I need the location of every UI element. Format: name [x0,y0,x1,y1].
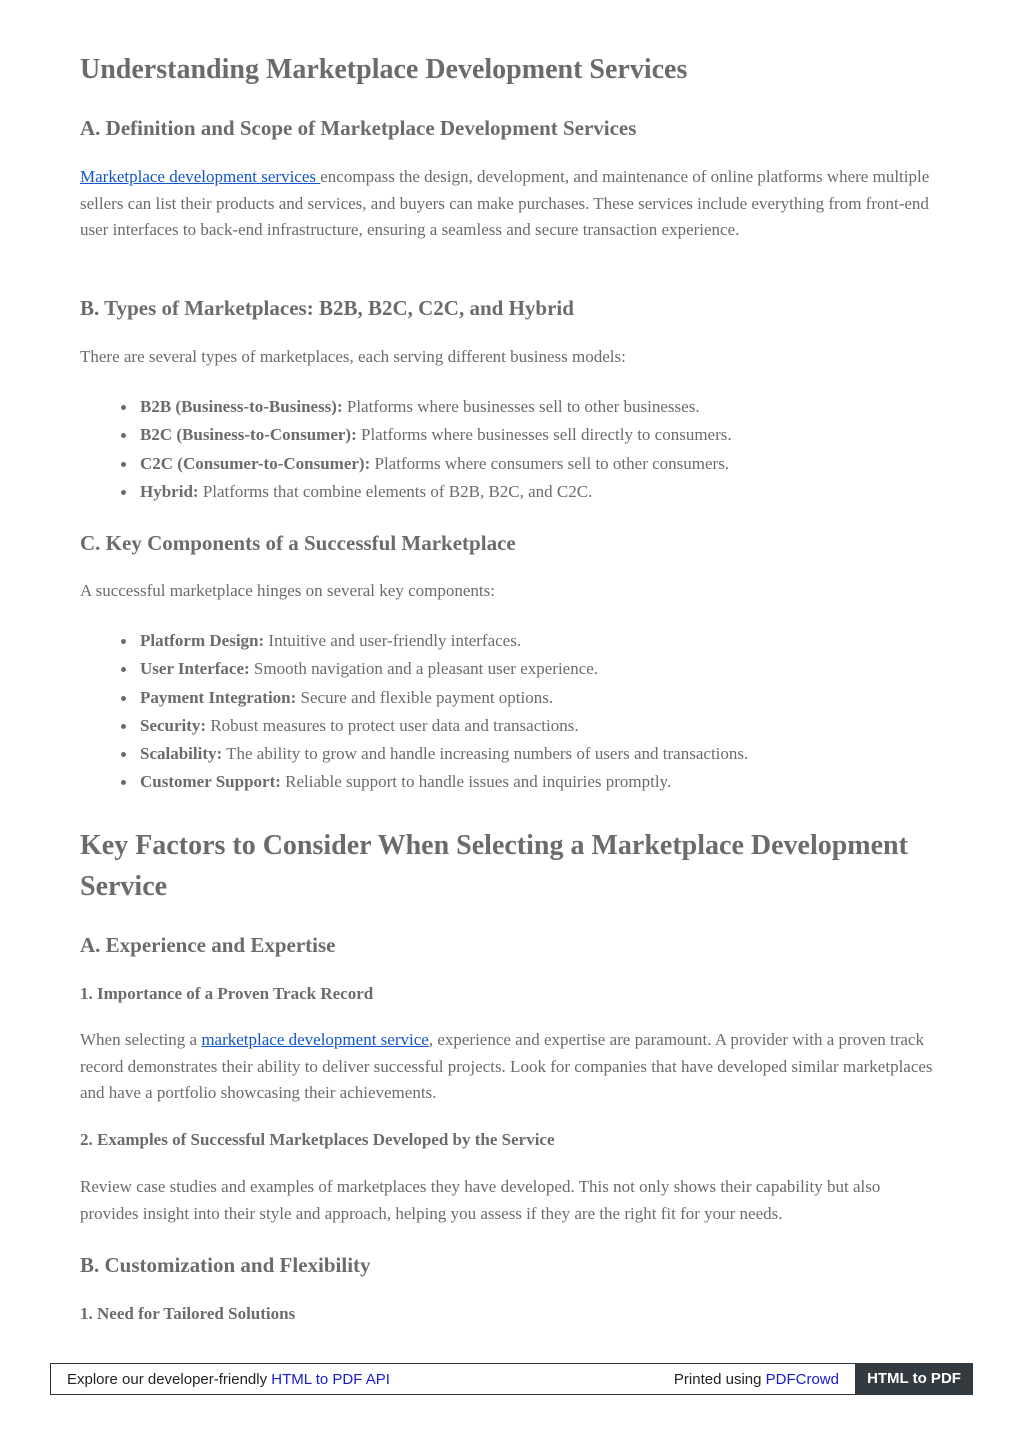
pdfcrowd-link[interactable]: PDFCrowd [765,1371,839,1388]
subsection-heading: A. Definition and Scope of Marketplace Development Services [80,116,637,140]
pdfcrowd-footer [50,1363,973,1395]
marketplace-service-link[interactable]: marketplace development service [201,1030,429,1049]
marketplace-types-list [80,393,732,506]
subsection-heading: A. Experience and Expertise [80,933,336,957]
paragraph: A successful marketplace hinges on several key components: [80,581,495,600]
subsection-heading: B. Customization and Flexibility [80,1253,371,1277]
list-item: Hybrid: Platforms that combine elements of B2B, B2C, and C2C. [140,478,732,506]
footer-right-text: Printed using PDFCrowd [673,1371,839,1388]
html-to-pdf-api-link[interactable]: HTML to PDF API [271,1371,390,1388]
paragraph [80,164,940,244]
footer-left-text: Explore our developer-friendly HTML to PDF API [67,1371,390,1388]
paragraph: There are several types of marketplaces, each serving different business models: [80,347,626,366]
list-item: C2C (Consumer-to-Consumer): Platforms where consumers sell to other consumers. [140,450,732,478]
list-item: User Interface: Smooth navigation and a pleasant user experience. [140,655,748,683]
list-item: Platform Design: Intuitive and user-friendly interfaces. [140,627,748,655]
list-item: B2B (Business-to-Business): Platforms where businesses sell to other businesses. [140,393,732,421]
list-item: Payment Integration: Secure and flexible payment options. [140,684,748,712]
subsection-heading: B. Types of Marketplaces: B2B, B2C, C2C, and Hybrid [80,296,574,320]
list-item: B2C (Business-to-Consumer): Platforms where businesses sell directly to consumers. [140,421,732,449]
paragraph-text: encompass the design, development, and maintenance of online platforms where multiple sellers can list their products and services, and buyers can make purchases. These services include everything from front-end user interfaces to back-end infrastructure, ensuring a seamless and secure transaction experience. [80,167,930,239]
subsection-heading: C. Key Components of a Successful Marketplace [80,531,516,555]
html-to-pdf-badge[interactable]: HTML to PDF [855,1363,973,1395]
section-title: Key Factors to Consider When Selecting a Marketplace Development Service [80,830,908,902]
list-item: Customer Support: Reliable support to handle issues and inquiries promptly. [140,768,748,796]
key-components-list [80,627,748,797]
minor-heading: 2. Examples of Successful Marketplaces Developed by the Service [80,1130,555,1149]
section-title: Understanding Marketplace Development Services [80,54,688,85]
marketplace-services-link[interactable]: Marketplace development services [80,167,321,186]
list-item: Scalability: The ability to grow and handle increasing numbers of users and transactions. [140,740,748,768]
paragraph: Review case studies and examples of marketplaces they have developed. This not only shows their capability but also provides insight into their style and approach, helping you assess if they are the right fit for your needs. [80,1177,881,1223]
minor-heading: 1. Importance of a Proven Track Record [80,984,374,1003]
paragraph: When selecting a marketplace development service, experience and expertise are paramount. A provider with a proven track record demonstrates their ability to deliver successful projects. Look for companies that have developed similar marketplaces and have a portfolio showcasing their achievements. [80,1030,933,1102]
list-item: Security: Robust measures to protect user data and transactions. [140,712,748,740]
minor-heading: 1. Need for Tailored Solutions [80,1304,296,1323]
